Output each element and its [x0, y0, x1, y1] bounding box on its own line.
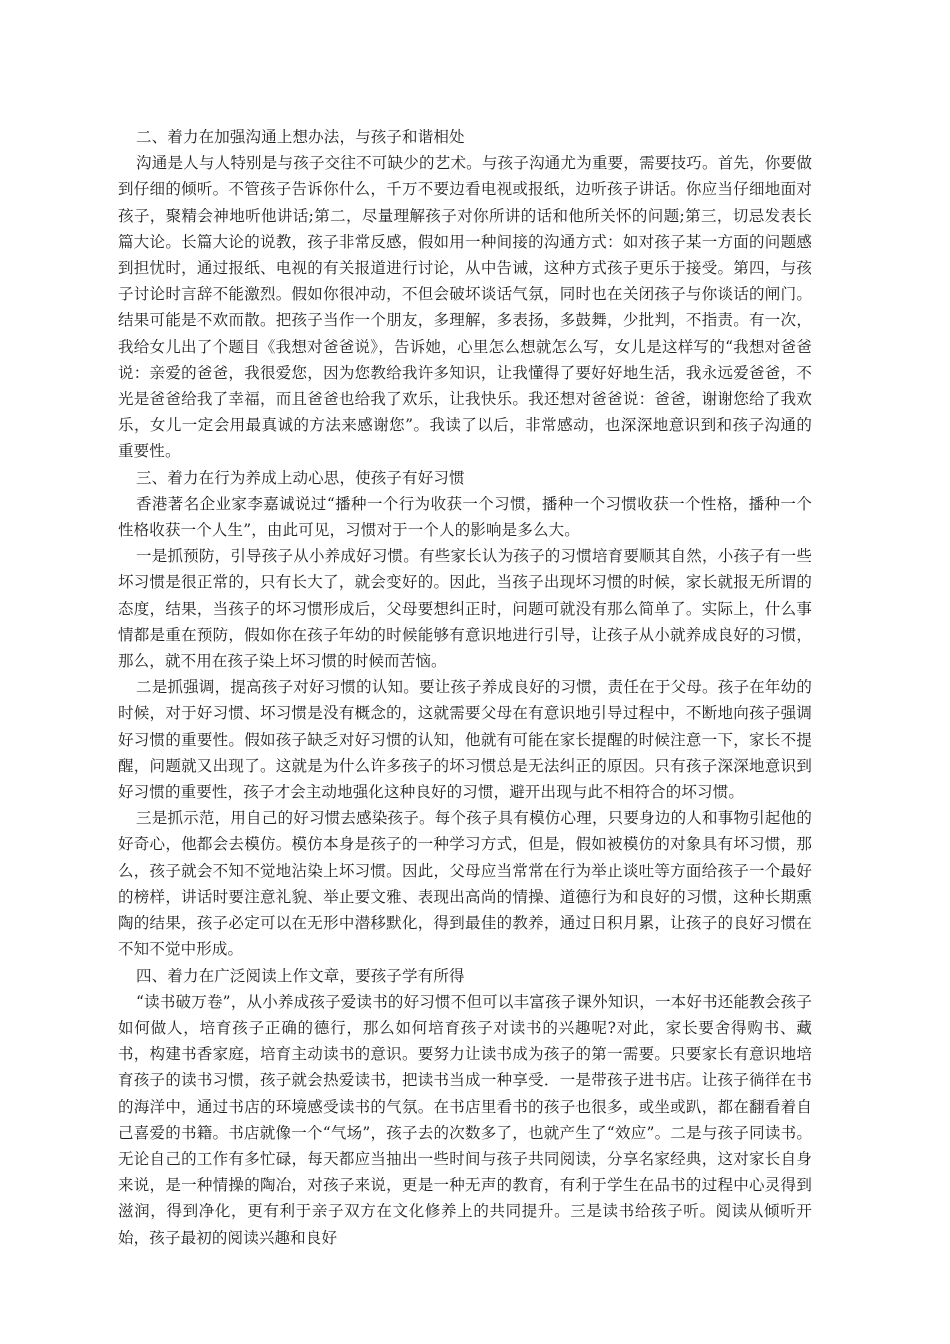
section-heading-habits: 三、着力在行为养成上动心思，使孩子有好习惯	[136, 468, 465, 487]
section-heading-communication: 二、着力在加强沟通上想办法，与孩子和谐相处	[136, 128, 465, 146]
section-heading-reading: 四、着力在广泛阅读上作文章，要孩子学有所得	[136, 966, 465, 985]
paragraph-communication: 沟通是人与人特别是与孩子交往不可缺少的艺术。与孩子沟通尤为重要，需要技巧。首先，你要做到仔细的倾听。不管孩子告诉你什么，千万不要边看电视或报纸，边听孩子讲话。你应当仔细地面对孩子，聚精会神地听他讲话;第二，尽量理解孩子对你所讲的话和他所关怀的问题;第三，切忌发表长篇大论。长篇大论的说教，孩子非常反感，假如用一种间接的沟通方式：如对孩子某一方面的问题感到担忧时，通过报纸、电视的有关报道进行讨论，从中告诫，这种方式孩子更乐于接受。第四，与孩子讨论时言辞不能激烈。假如你很冲动，不但会破坏谈话气氛，同时也在关闭孩子与你谈话的闸门。结果可能是不欢而散。把孩子当作一个朋友，多理解，多表扬，多鼓舞，少批判，不指责。有一次，我给女儿出了个题目《我想对爸爸说》，告诉她，心里怎么想就怎么写，女儿是这样写的“我想对爸爸说：亲爱的爸爸，我很爱您，因为您教给我许多知识，让我懂得了要好好地生活，我永远爱爸爸，不光是爸爸给我了幸福，而且爸爸也给我了欢乐，让我快乐。我还想对爸爸说：爸爸，谢谢您给了我欢乐，女儿一定会用最真诚的方法来感谢您”。我读了以后，非常感动，也深深地意识到和孩子沟通的重要性。	[118, 154, 812, 461]
paragraph-reading: “读书破万卷”，从小养成孩子爱读书的好习惯不但可以丰富孩子课外知识，一本好书还能教会孩子如何做人，培育孩子正确的德行，那么如何培育孩子对读书的兴趣呢?对此，家长要舍得购书、藏书，构建书香家庭，培育主动读书的意识。要努力让读书成为孩子的第一需要。只要家长有意识地培育孩子的读书习惯，孩子就会热爱读书，把读书当成一种享受．一是带孩子进书店。让孩子徜徉在书的海洋中，通过书店的环境感受读书的气氛。在书店里看书的孩子也很多，或坐或趴，都在翻看着自己喜爱的书籍。书店就像一个“气场”，孩子去的次数多了，也就产生了“效应”。二是与孩子同读书。无论自己的工作有多忙碌，每天都应当抽出一些时间与孩子共同阅读，分享名家经典，这对家长自身来说，是一种情操的陶冶，对孩子来说，更是一种无声的教育，有利于学生在品书的过程中心灵得到滋润，得到净化，更有利于亲子双方在文化修养上的共同提升。三是读书给孩子听。阅读从倾听开始，孩子最初的阅读兴趣和良好	[118, 992, 812, 1247]
paragraph-prevention: 一是抓预防，引导孩子从小养成好习惯。有些家长认为孩子的习惯培育要顺其自然，小孩子有一些坏习惯是很正常的，只有长大了，就会变好的。因此，当孩子出现坏习惯的时候，家长就报无所谓的态度，结果，当孩子的坏习惯形成后，父母要想纠正时，问题可就没有那么简单了。实际上，什么事情都是重在预防，假如你在孩子年幼的时候能够有意识地进行引导，让孩子从小就养成良好的习惯，那么，就不用在孩子染上坏习惯的时候而苦恼。	[118, 547, 812, 671]
paragraph-emphasis: 二是抓强调，提高孩子对好习惯的认知。要让孩子养成良好的习惯，责任在于父母。孩子在年幼的时候，对于好习惯、坏习惯是没有概念的，这就需要父母在有意识地引导过程中，不断地向孩子强调好习惯的重要性。假如孩子缺乏对好习惯的认知，他就有可能在家长提醒的时候注意一下，家长不提醒，问题就又出现了。这就是为什么许多孩子的坏习惯总是无法纠正的原因。只有孩子深深地意识到好习惯的重要性，孩子才会主动地强化这种良好的习惯，避开出现与此不相符合的坏习惯。	[118, 678, 812, 802]
document-page	[118, 124, 812, 1251]
paragraph-example: 三是抓示范，用自己的好习惯去感染孩子。每个孩子具有模仿心理，只要身边的人和事物引起他的好奇心，他都会去模仿。模仿本身是孩子的一种学习方式，但是，假如被模仿的对象具有坏习惯，那么，孩子就会不知不觉地沾染上坏习惯。因此，父母应当常常在行为举止谈吐等方面给孩子一个最好的榜样，讲话时要注意礼貌、举止要文雅、表现出高尚的情操、道德行为和良好的习惯，这种长期熏陶的结果，孩子必定可以在无形中潜移默化，得到最佳的教养，通过日积月累，让孩子的良好习惯在不知不觉中形成。	[118, 809, 812, 959]
paragraph-li-ka-shing-quote: 香港著名企业家李嘉诚说过“播种一个行为收获一个习惯，播种一个习惯收获一个性格，播种一个性格收获一个人生”，由此可见，习惯对于一个人的影响是多么大。	[118, 494, 812, 540]
